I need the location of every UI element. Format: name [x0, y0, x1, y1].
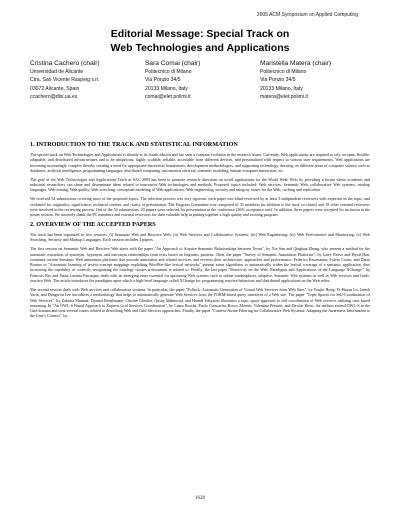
title-line-1: Editorial Message: Special Track on: [110, 28, 290, 40]
author-street: Via Ponzio 34/5: [145, 77, 181, 84]
author-affiliation: Universidad de Alicante: [30, 69, 84, 75]
author-affiliation: Politecnico di Milano: [145, 69, 192, 75]
section-heading: 2. OVERVIEW OF THE ACCEPTED PAPERS: [30, 221, 156, 229]
author-2: [145, 59, 255, 102]
author-city: 03072 Alicante, Spain: [30, 85, 80, 92]
author-street: Ctra. San Vicente Raspeig s.n.: [30, 77, 100, 84]
section-introduction: [30, 141, 370, 217]
paper-body: [30, 141, 370, 322]
author-name: Sara Comai (chair): [145, 60, 201, 67]
author-email: comai@elet.polimi.it: [145, 94, 191, 101]
author-city: 20133 Milano, Italy: [260, 85, 303, 92]
paper-title: [0, 27, 400, 55]
author-affiliation: Politecnico di Milano: [260, 69, 307, 75]
section-heading: 1. INTRODUCTION TO THE TRACK AND STATISTICAL INFORMATION: [30, 141, 238, 148]
author-name: Maristella Matera (chair): [260, 60, 332, 67]
body-paragraph: We received 54 submissions covering most of the proposed topics. The selection process was very rigorous: each paper was blind-reviewed by at least 3 independent reviewers with expertise in the topic, and evaluated for originality, significance, technical content, and clarity of presentation. The Program Committee was composed of 35 members (in addition to the track co-chairs) and 18 other external reviewers were involved in the reviewing process. Out of the 54 submissions, 20 papers were selected for presentation at the conference (36% acceptance rate). In addition, three papers were accepted for inclusion in the poster session. We sincerely thank the PC members and external reviewers for their valuable help in putting together a high quality and exciting program.: [30, 196, 370, 218]
page-number: 1628: [195, 496, 205, 501]
body-paragraph: The goal of the Web Technologies and Applications Track at SAC 2005 has been to promote research directions on novel applications for the World Wide Web, by providing a forum where academic and industrial researchers can share and disseminate ideas related to innovative Web technologies and methods. Proposed topics included: Web services, Semantic Web, collaborative Web systems, markup languages, Web mining, Web quality, Web searching, conceptual modeling of Web applications, Web engineering, security and integrity issues for the Web, caching and replication.: [30, 176, 370, 193]
author-email: ccachero@dlsi.ua.es: [30, 94, 78, 101]
section-overview: [30, 221, 370, 319]
body-paragraph: The second session deals with Web services and collaborative systems. In particular, the paper "Pollock: Automatic Generation of Virtual Web Services from Web Sites", by Youjin Hong, Yi-Hsuan Lo, Jinesh Varia, and Dongwon Lee introduces a methodology that helps to automatically generate Web Services from the FORM-based query interfaces of a Web site. The paper "Topic Spaces for Self-Coordination of Web Services", by Zakaria Maamar, Djamal Benslimane, Chirine Ghedira, Qusay Mahmoud, and Hamdi Yahyaoui illustrates a topic space approach to self coordination of Web services utilizing case based reasoning. In "An OWL-S Based Approach to Express Grid Services Coordination", by Laura Bocchi, Paolo Ciancarini, Rocco Moretti, Valentina Presutti, and Davide Rossi, the authors extend OWL-S to the Grid domain and treat several issues related to describing Web and Grid Services approaches. Finally, the paper "Context-Aware Filtering for Collaborative Web Systems: Adapting the Awareness Information to the User's Context", by: [30, 286, 370, 319]
author-name: Cristina Cachero (chair): [30, 60, 100, 67]
author-email: matera@elet.polimi.it: [260, 94, 308, 101]
author-1: [30, 59, 140, 102]
author-3: [260, 59, 370, 102]
author-street: Via Ponzio 34/5: [260, 77, 296, 84]
author-city: 20133 Milano, Italy: [145, 85, 188, 92]
body-paragraph: The track has been organized in five sessions: (i) Semantic Web and Reactive Web; (ii) Web Services and Collaborative Systems; (iii) Web Engineering; (iv) Web Performance and Monitoring; (v) Web Searching, Security and Markup Languages. Each session includes 4 papers.: [30, 232, 370, 243]
title-line-2: Web Technologies and Applications: [110, 42, 290, 54]
conference-header: 2005 ACM Symposium on Applied Computing: [256, 12, 358, 18]
body-paragraph: The special track on Web Technologies and Applications is already at its fourth edition and has seen a constant evolution in the research issues. Currently, Web applications are required to rely on open, flexible, adaptable, and distributed infrastructures and to be ubiquitous, highly scalable, reliable, accessible from different devices, and personalized with respect to various user requirements. Web applications are becoming increasingly complex thereby creating a need for appropriate theoretical foundations, development methodologies, and supporting technology, drawing on different areas of computer science such as databases, artificial intelligence, programming languages, distributed computing, information retrieval, semantic modeling, human-computer interaction, etc.: [30, 152, 370, 173]
body-paragraph: The first session on Semantic Web and Reactive Web starts with the paper "An Approach to Acquire Semantic Relationships between Terms", by Xia Sun and Qinghua Zheng, who present a method for the automatic extraction of synonym, hyponym, and meronym relationships from texts based on linguistic patterns. Then, the paper "Survey of Semantic Annotation Platforms", by Larry Reeve and Hyoil Han, examines current Semantic Web annotation platforms that provide annotation and related services, and reviews their architecture, approaches and performance. Federico Pasceranna, Fulvio Corno, and Dario Bonino in "Automatic learning of text-to-concept mappings exploiting WordNet-like lexical networks" present some algorithms to automatically widen the lexical coverage of a semantic application, thus increasing the capability of correctly recognizing the ontology classes a document is related to. Finally, the last paper "Reactivity on the Web: Paradigms and Applications of the Language XChange", by Francois Bry and Paula Lavinia Patranjan, deals with an emerging issue essential for upcoming Web systems such as online marketplaces, adaptive, Semantic Web systems as well as Web services and Grids: reactive Web. The article introduces the paradigms upon which a high-level language called XChange for programming reactive behaviour and distributed applications on the Web relies.: [30, 246, 370, 284]
author-block: [30, 59, 370, 102]
